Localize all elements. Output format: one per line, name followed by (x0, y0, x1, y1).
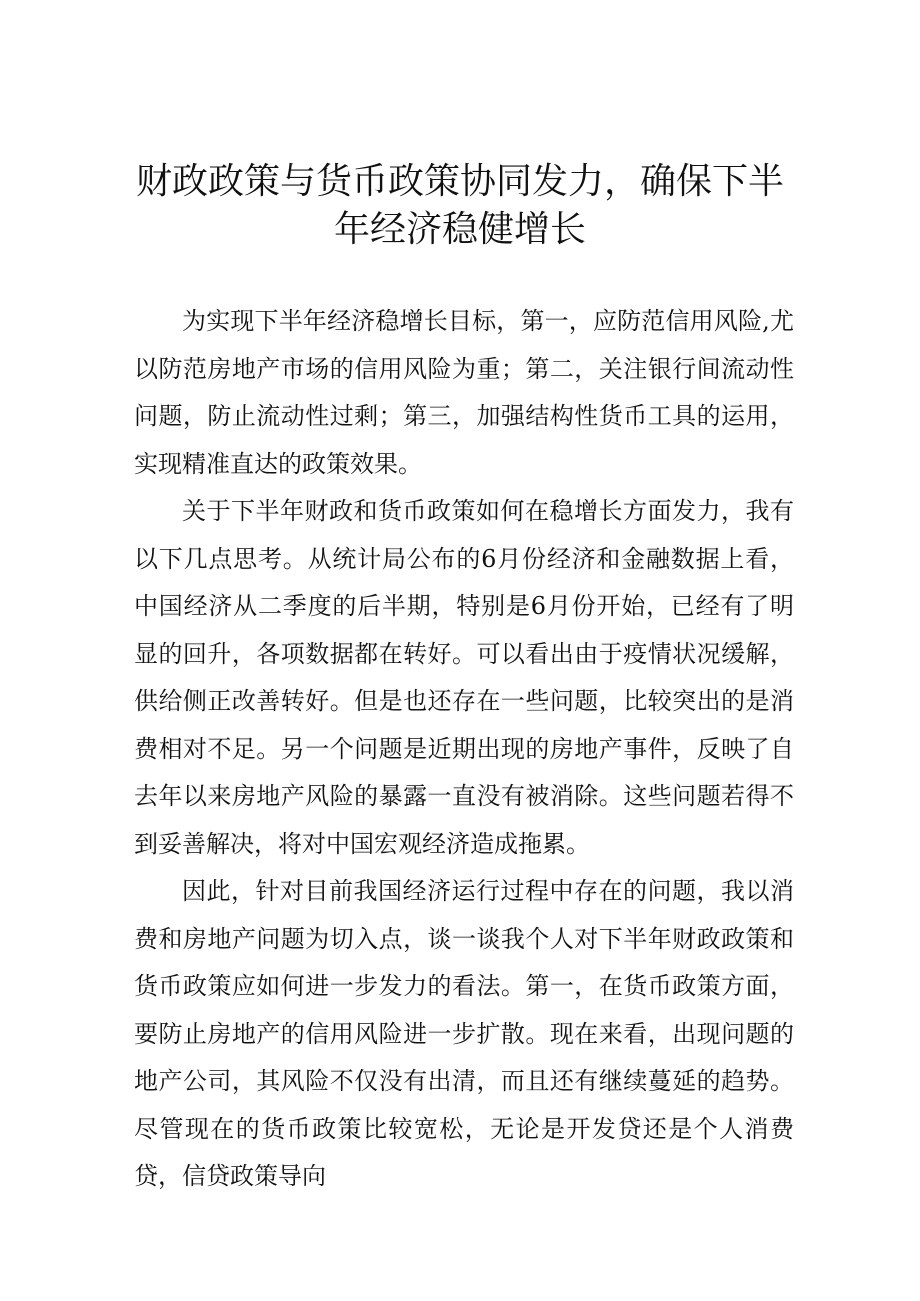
document-title (110, 158, 810, 254)
paragraph-3: 因此，针对目前我国经济运行过程中存在的问题，我以消费和房地产问题为切入点，谈一谈我个人对下半年财政政策和货币政策应如何进一步发力的看法。第一，在货币政策方面，要防止房地产的信用风险进一步扩散。现在来看，出现问题的地产公司，其风险不仅没有出清，而且还有继续蔓延的趋势。尽管现在的货币政策比较宽松，无论是开发贷还是个人消费贷，信贷政策导向 (134, 877, 794, 1190)
title-line-1: 财政政策与货币政策协同发力，确保下半 (135, 161, 784, 202)
paragraph-1: 为实现下半年经济稳增长目标，第一，应防范信用风险,尤以防范房地产市场的信用风险为重；第二，关注银行间流动性问题，防止流动性过剩；第三，加强结构性货币工具的运用，实现精准直达的政策效果。 (134, 307, 794, 478)
document-body (134, 298, 794, 1201)
title-line-2: 年经济稳健增长 (333, 209, 586, 250)
paragraph-2: 关于下半年财政和货币政策如何在稳增长方面发力，我有以下几点思考。从统计局公布的6月份经济和金融数据上看，中国经济从二季度的后半期，特别是6月份开始，已经有了明显的回升，各项数据都在转好。可以看出由于疫情状况缓解，供给侧正改善转好。但是也还存在一些问题，比较突出的是消费相对不足。另一个问题是近期出现的房地产事件，反映了自去年以来房地产风险的暴露一直没有被消除。这些问题若得不到妥善解决，将对中国宏观经济造成拖累。 (134, 497, 794, 858)
